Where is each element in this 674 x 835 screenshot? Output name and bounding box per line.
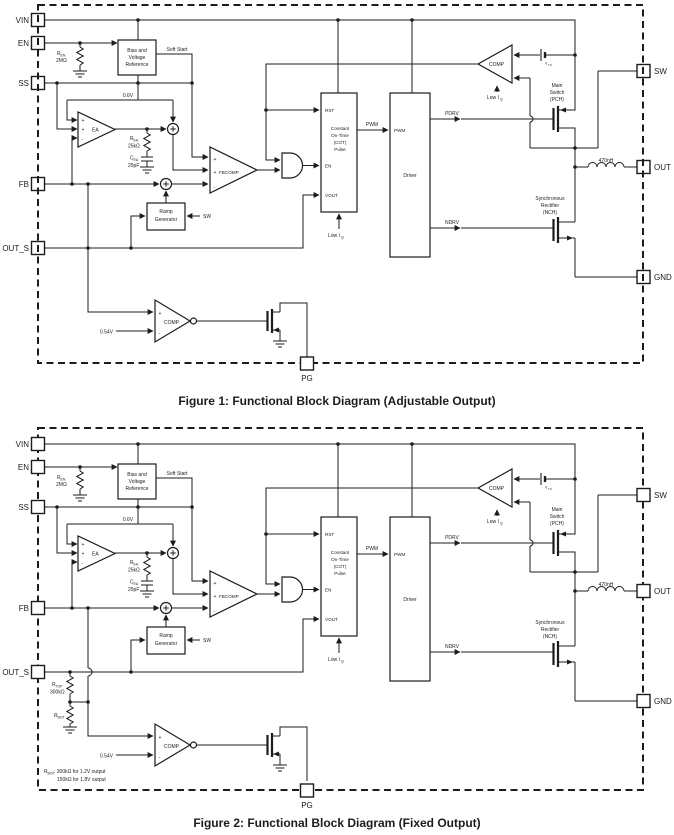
ren-label: R [57,51,61,57]
pin-ss-label: SS [18,79,29,88]
pin-pg-terminal [301,784,314,797]
signal-arrows [44,43,540,331]
wire-drv-lines [461,119,553,228]
pin-out-label: OUT [654,163,671,172]
note-line2: 150kΩ for 1.8V output [57,777,106,783]
wire-vref-to-ea [67,100,77,120]
fbcomp-minus: - [213,185,216,191]
driver-label: Driver [403,173,417,179]
sync-rectifier-nmos [554,217,574,243]
battery-vth [541,49,545,61]
inductor-label: 470nH [598,158,614,164]
pg-comp-label: COMP [164,320,179,326]
sw-signal-label: SW [203,214,212,220]
top-comp-label: COMP [489,62,504,68]
pin-pg-label: PG [301,374,313,383]
cot-body-label: Pulse [334,147,346,152]
circuit-core [2,14,672,358]
cot-vout-label: VOUT [325,193,338,198]
ground-symbol [63,727,77,733]
sync-rect-label: Rectifier [540,203,560,209]
pin-pg-terminal [301,357,314,370]
bias-block-label: Reference [125,62,149,68]
main-switch-label: Switch [549,90,565,96]
soft-start-label: Soft Start [166,47,188,53]
resistor-rbot [67,706,73,724]
wire-to-pgcomp-plus [88,252,153,312]
note-line1: R [44,769,48,775]
ea-plus1: + [81,118,85,124]
cea-value: 25pF [128,163,140,169]
ndrv-label: NDRV [444,220,460,226]
fig1-junction-dot [86,246,90,250]
vth-sub: TH [548,63,552,67]
ground-symbol [73,71,87,77]
lowiq-cot-label: Low I [328,233,340,239]
pwm-wire-label: PWM [365,122,379,128]
wire-to-ramp-left [131,216,145,248]
bias-block-label: Bias and [127,48,147,54]
wire-pg-drain [197,303,307,357]
cot-rst-label: RST [325,108,335,113]
wire-comp-sense [530,78,533,148]
main-switch-label: (PCH) [550,97,564,103]
resistor-rtop [67,676,73,694]
lowiq-cot-sub: Q [341,235,344,240]
cot-body-label: On-Time [331,133,349,138]
lowiq-comp-label: Low I [487,95,499,101]
ea-minus: - [81,137,84,143]
resistor-rea [144,133,150,151]
rbot-label: R [54,713,58,719]
note-line1-sub: BOT [47,771,55,776]
pin-vin-label: VIN [15,16,29,25]
rea-label: R [130,136,134,142]
wire-sw-node [530,71,637,148]
figure2-note [44,769,106,783]
fbcomp-plus2: + [213,170,217,176]
figure2-caption: Figure 2: Functional Block Diagram (Fixed Output) [193,816,481,830]
pin-sw-label: SW [654,67,667,76]
bias-block-label: Voltage [128,55,146,61]
sync-rect-label: (NCH) [542,210,558,216]
resistor-ren [73,47,87,77]
pg-comp-minus: - [158,331,161,337]
ren-value: 2MΩ [56,58,67,64]
main-switch-label: Main [551,83,563,89]
figure2 [2,428,672,830]
rea-sub: EA [133,138,139,143]
ground-symbol [140,167,154,173]
output-divider [50,670,90,733]
cea-label: C [130,155,134,162]
wire-sum1-to-fbcomp [173,135,208,170]
figure1-caption: Figure 1: Functional Block Diagram (Adjustable Output) [178,394,496,408]
pin-en-label: EN [17,39,29,48]
rea-value: 25kΩ [128,143,140,150]
ground-symbol [273,341,287,347]
pin-outs-label: OUT_S [2,244,29,253]
ramp-generator-label: Generator [154,217,178,223]
ramp-generator-label: Ramp [159,209,173,215]
rtop-value: 300kΩ [50,689,65,696]
inverter-bubble [191,318,197,324]
driver-pwm-label: PWM [394,128,406,133]
fbcomp-plus1: + [213,157,217,163]
cot-en-label: EN [325,163,332,169]
pdrv-label: PDRV [445,111,459,117]
wire-soft-start [156,54,208,157]
vpg-label: 0.54V [99,329,113,336]
wire-inductor-node [558,148,637,222]
ea-label: EA [92,127,99,134]
pg-nmos [268,309,288,347]
lowiq-comp-sub: Q [500,97,503,102]
vth-label: V [545,61,548,66]
cea-sub: EA [133,158,139,162]
and-gate [282,153,303,178]
pin-fb-label: FB [18,180,29,189]
summing-node-2 [161,179,172,190]
cot-body-label: Constant [330,126,350,131]
ren-sub: EN [60,53,66,58]
ea-plus2: + [81,127,85,133]
cot-body-label: (COT) [333,140,347,145]
rbot-sub: BOT [57,715,65,720]
pg-comp-plus: + [158,311,162,317]
note-line1-rest: : 300kΩ for 1.2V output [54,769,106,775]
wire-fb-to-ea [72,138,77,184]
sync-rect-label: Synchronous [535,196,565,202]
pin-pg-label: PG [301,801,313,810]
summing-node-1 [168,124,179,135]
vref-label: 0.6V [122,93,134,99]
rtop-label: R [52,682,56,688]
pin-gnd-label: GND [654,273,672,282]
fbcomp-label: FBCOMP [219,170,239,175]
figure2-circuit [2,438,672,782]
rtop-sub: TOP [55,684,63,689]
